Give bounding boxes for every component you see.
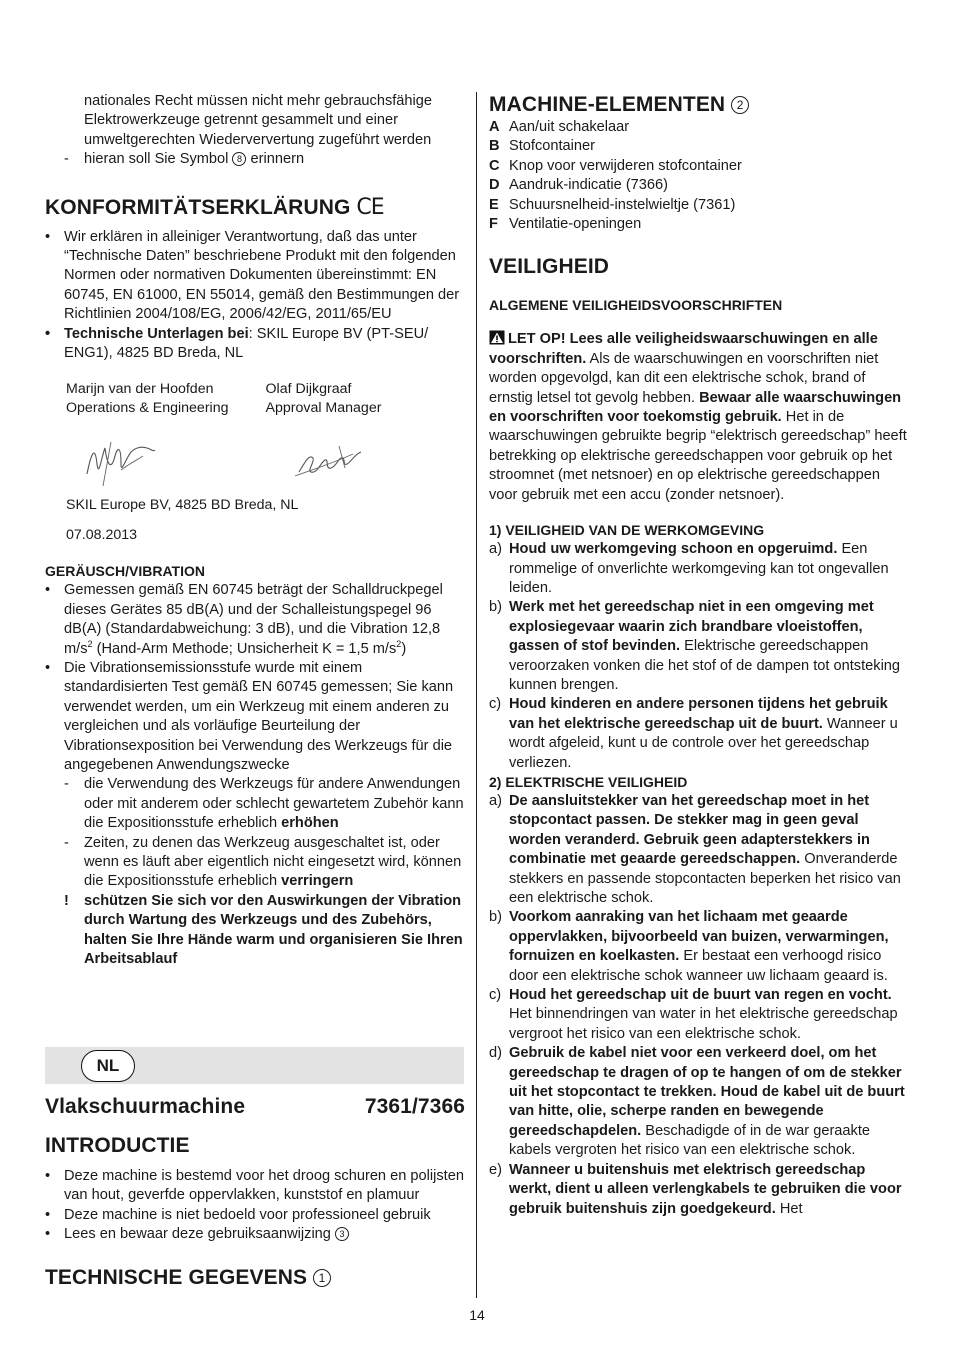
section-title-machine-elementen	[489, 92, 911, 118]
safety-item	[489, 986, 911, 1044]
signatory-role: Operations & Engineering	[66, 400, 229, 417]
left-column	[45, 92, 465, 969]
safety-item	[489, 1161, 911, 1219]
machine-element-item	[489, 215, 911, 234]
item-text: Een rommelige of onverlichte werkomgeving kan tot ongevallen leiden.	[509, 541, 889, 596]
product-model: 7361/7366	[364, 1095, 465, 1118]
warning-paragraph	[489, 330, 911, 505]
list-item	[45, 1206, 465, 1225]
list-item	[45, 892, 465, 970]
item-text: Onveranderde stekkers en passende stopcontacten beperken het risico van een elektrische schok.	[509, 851, 901, 906]
title-text: MACHINE-ELEMENTEN	[489, 93, 726, 116]
safety-list-1	[489, 540, 911, 773]
item-bold: Werk met het gereedschap niet in een omgeving met explosiegevaar waarin zich brandbare vloeistoffen, gassen of stof bevinden.	[509, 599, 874, 655]
section-title-veiligheid: VEILIGHEID	[489, 255, 610, 279]
section-title-algemene: ALGEMENE VEILIGHEIDSVOORSCHRIFTEN	[489, 297, 783, 314]
item-bold: De aansluitstekker van het gereedschap moet in het stopcontact passen. De stekker mag in geen geval worden veranderd. Gebruik geen adapterstekkers in combinatie met geaarde gereedschappen.	[509, 792, 870, 868]
list-item-text: Deze machine is bestemd voor het droog schuren en polijsten van hout, geverfde oppervlakken, kunststof en plamuur	[64, 1168, 464, 1204]
signatures	[45, 418, 465, 496]
ce-mark: CE	[356, 194, 384, 220]
list-item-text: Lees en bewaar deze gebruiksaanwijzing	[64, 1226, 331, 1243]
company-address: SKIL Europe BV, 4825 BD Breda, NL	[66, 497, 299, 514]
section-title-introductie: INTRODUCTIE	[45, 1134, 190, 1157]
item-text: Wanneer u wordt afgeleid, kunt u de controle over het gereedschap verliezen.	[509, 715, 898, 771]
item-bold: Wanneer u buitenshuis met elektrisch gereedschap werkt, dient u alleen verlengkabels te gebruiken die voor gebruik buitenshuis zijn goedgekeurd.	[509, 1161, 902, 1217]
section-title-konformitaet	[45, 195, 465, 221]
safety-item	[489, 1044, 911, 1160]
item-bold: Houd kinderen en andere personen tijdens het gebruik van het elektrische gereedschap uit de buurt.	[509, 696, 888, 732]
list-item	[45, 325, 465, 364]
item-label: a)	[489, 541, 502, 558]
item-label: d)	[489, 1045, 502, 1062]
list-item-text: Gemessen gemäß EN 60745 beträgt der Schalldruckpegel dieses Gerätes 85 dB(A) und der Schalleistungspegel 96 dB(A) (Standardabweichung: 3 dB), und die Vibration 12,8 m/s	[64, 582, 443, 657]
section-title-elektrische: 2) ELEKTRISCHE VEILIGHEID	[489, 773, 688, 790]
machine-elements-list	[489, 118, 911, 234]
item-text: Het binnendringen van water in het elektrische gereedschap vergroot het risico van een elektrische schok.	[509, 1006, 898, 1042]
handwritten-signature-2	[291, 440, 371, 486]
warning-text: Als de waarschuwingen en voorschriften niet worden opgevolgd, kan dit een elektrische schok, brand of ernstig letsel tot gevolg hebben.	[489, 350, 879, 406]
column-divider	[476, 92, 477, 1298]
element-label: Schuursnelheid-instelwieltje (7361)	[509, 196, 736, 213]
safety-item	[489, 695, 911, 773]
signatory-role: Approval Manager	[265, 400, 382, 417]
item-label: b)	[489, 909, 502, 926]
section-title-technische-gegevens	[45, 1265, 465, 1291]
signatory-name: Marijn van der Hoofden	[66, 381, 214, 398]
list-item	[45, 92, 465, 150]
item-label: a)	[489, 792, 502, 809]
element-letter: C	[489, 157, 500, 174]
item-text: Het	[775, 1200, 803, 1217]
language-bar	[45, 1047, 464, 1084]
title-text: KONFORMITÄTSERKLÄRUNG	[45, 195, 351, 219]
item-label: b)	[489, 599, 502, 616]
list-item-text: (Hand-Arm Methode; Unsicherheit K = 1,5 m/s	[92, 640, 397, 657]
list-item-text: hieran soll Sie Symbol	[84, 151, 229, 168]
list-item-bold: erhöhen	[281, 815, 339, 832]
element-letter: F	[489, 216, 498, 233]
list-item-text: Die Vibrationsemissionsstufe wurde mit einem standardisierten Test gemäß EN 60745 gemessen; Sie kann verwendet werden, um ein Werkzeug mit einem anderen zu vergleichen und als vorläufige Beurteilung der Vibrationsexposition bei Verwendung des Werkzeugs für die angegebenen Anwendungszwecke	[64, 659, 454, 773]
list-item	[45, 834, 465, 892]
warning-bold: LET OP! Lees alle veiligheidswaarschuwingen en alle voorschriften.	[489, 331, 878, 367]
left-column-lower	[45, 1094, 465, 1291]
page-number: 14	[469, 1307, 485, 1323]
element-label: Stofcontainer	[509, 138, 595, 155]
symbol-number: 8	[232, 152, 246, 166]
list-item-text: : SKIL Europe BV (PT-SEU/ ENG1), 4825 BD Breda, NL	[64, 325, 429, 362]
section-title-geraeusch: GERÄUSCH/VIBRATION	[45, 563, 205, 580]
signatory-name: Olaf Dijkgraaf	[265, 381, 352, 398]
element-label: Ventilatie-openingen	[509, 216, 642, 233]
list-item-text: Zeiten, zu denen das Werkzeug ausgeschaltet ist, oder wenn es läuft aber eigentlich nicht eingesetzt wird, können die Expositionsstufe erheblich	[84, 834, 462, 890]
safety-item	[489, 598, 911, 695]
machine-element-item	[489, 137, 911, 156]
section-title-werkomgeving: 1) VEILIGHEID VAN DE WERKOMGEVING	[489, 522, 765, 539]
machine-element-item	[489, 176, 911, 195]
element-label: Aan/uit schakelaar	[509, 119, 630, 135]
safety-item	[489, 908, 911, 986]
item-label: e)	[489, 1161, 502, 1178]
signatories	[45, 380, 465, 418]
figure-number: 2	[731, 96, 749, 114]
list-item	[45, 581, 465, 659]
signatory-2	[266, 380, 466, 418]
list-item-text: erinnern	[250, 151, 305, 168]
superscript: 2	[87, 638, 93, 649]
list-item	[45, 775, 465, 833]
signatory-1	[66, 380, 266, 418]
safety-item	[489, 792, 911, 908]
list-item-text: Deze machine is niet bedoeld voor professioneel gebruik	[64, 1206, 431, 1223]
safety-list-2	[489, 792, 911, 1219]
list-item-bold: verringern	[281, 873, 354, 890]
list-item	[45, 1225, 465, 1244]
figure-number: 1	[313, 1269, 331, 1287]
product-heading	[45, 1094, 465, 1120]
product-title: Vlakschuurmachine	[45, 1095, 246, 1118]
element-letter: B	[489, 138, 500, 155]
warning-icon	[489, 330, 505, 345]
safety-item	[489, 540, 911, 598]
list-item	[45, 150, 465, 169]
item-text: Beschadigde of in de war geraakte kabels vergroten het risico van een elektrische schok.	[509, 1122, 871, 1159]
element-letter: E	[489, 196, 499, 213]
superscript: 2	[396, 638, 402, 649]
item-bold: Houd het gereedschap uit de buurt van regen en vocht.	[509, 987, 892, 1004]
language-badge: NL	[81, 1050, 135, 1082]
list-item-bold: Technische Unterlagen bei	[64, 325, 249, 342]
item-text: Er bestaat een verhoogd risico door een elektrische schok wanneer uw lichaam geaard is.	[509, 948, 888, 984]
handwritten-signature-1	[81, 434, 161, 490]
element-label: Knop voor verwijderen stofcontainer	[509, 157, 742, 174]
item-bold: Voorkom aanraking van het lichaam met geaarde oppervlakken, bijvoorbeeld van buizen, verwarmingen, fornuizen en koelkasten.	[509, 909, 889, 965]
list-item-text: )	[401, 640, 407, 657]
figure-number: 3	[335, 1227, 349, 1241]
list-item-text: Wir erklären in alleiniger Verantwortung, daß das unter “Technische Daten” beschriebene Produkt mit den folgenden Normen oder normativen Dokumenten übereinstimmt: EN 60745, EN 61000, EN 55014, gemäß den Bestimmungen der Richtlinien 2004/108/EG, 2006/42/EG, 2011/65/EU	[64, 228, 460, 323]
list-item	[45, 1167, 465, 1206]
machine-element-item	[489, 157, 911, 176]
element-letter: A	[489, 119, 500, 135]
list-item-text: die Verwendung des Werkzeugs für andere Anwendungen oder mit anderem oder schlecht gewartetem Zubehör kann die Expositionsstufe erheblich	[84, 776, 464, 832]
warning-bold: Bewaar alle waarschuwingen en voorschriften voor toekomstig gebruik.	[489, 389, 902, 426]
item-label: c)	[489, 696, 502, 713]
element-letter: D	[489, 177, 500, 194]
list-item-text: nationales Recht müssen nicht mehr gebrauchsfähige Elektrowerkzeuge getrennt gesammelt und einer umweltgerechten Wiederververtung zugeführt werden	[84, 93, 433, 148]
right-column	[489, 92, 911, 1219]
list-item	[45, 659, 465, 775]
warning-text: Het in de waarschuwingen gebruikte begrip “elektrisch gereedschap” heeft betrekking op elektrische gereedschappen voor gebruik op het stroomnet (met netsnoer) en op elektrische gereedschappen voor gebruik met een accu (zonder netsnoer).	[489, 409, 907, 503]
element-label: Aandruk-indicatie (7366)	[509, 177, 668, 194]
item-bold: Houd uw werkomgeving schoon en opgeruimd.	[509, 541, 838, 558]
list-item	[45, 228, 465, 325]
item-bold: Gebruik de kabel niet voor een verkeerd doel, om het gereedschap te dragen of op te hangen of om de stekker uit het stopcontact te trekken. Houd de kabel uit de buurt van hitte, olie, scherpe randen en bewegende gereedschapdelen.	[509, 1045, 905, 1139]
machine-element-item	[489, 118, 911, 137]
item-label: c)	[489, 987, 502, 1004]
machine-element-item	[489, 196, 911, 215]
date: 07.08.2013	[66, 526, 138, 543]
title-text: TECHNISCHE GEGEVENS	[45, 1265, 308, 1289]
list-item-text: schützen Sie sich vor den Auswirkungen der Vibration durch Wartung des Werkzeugs und des Zubehörs, halten Sie Ihre Hände warm und organisieren Sie Ihren Arbeitsablauf	[84, 892, 463, 967]
item-text: Elektrische gereedschappen veroorzaken vonken die het stof of de dampen tot ontsteking kunnen brengen.	[509, 638, 901, 693]
